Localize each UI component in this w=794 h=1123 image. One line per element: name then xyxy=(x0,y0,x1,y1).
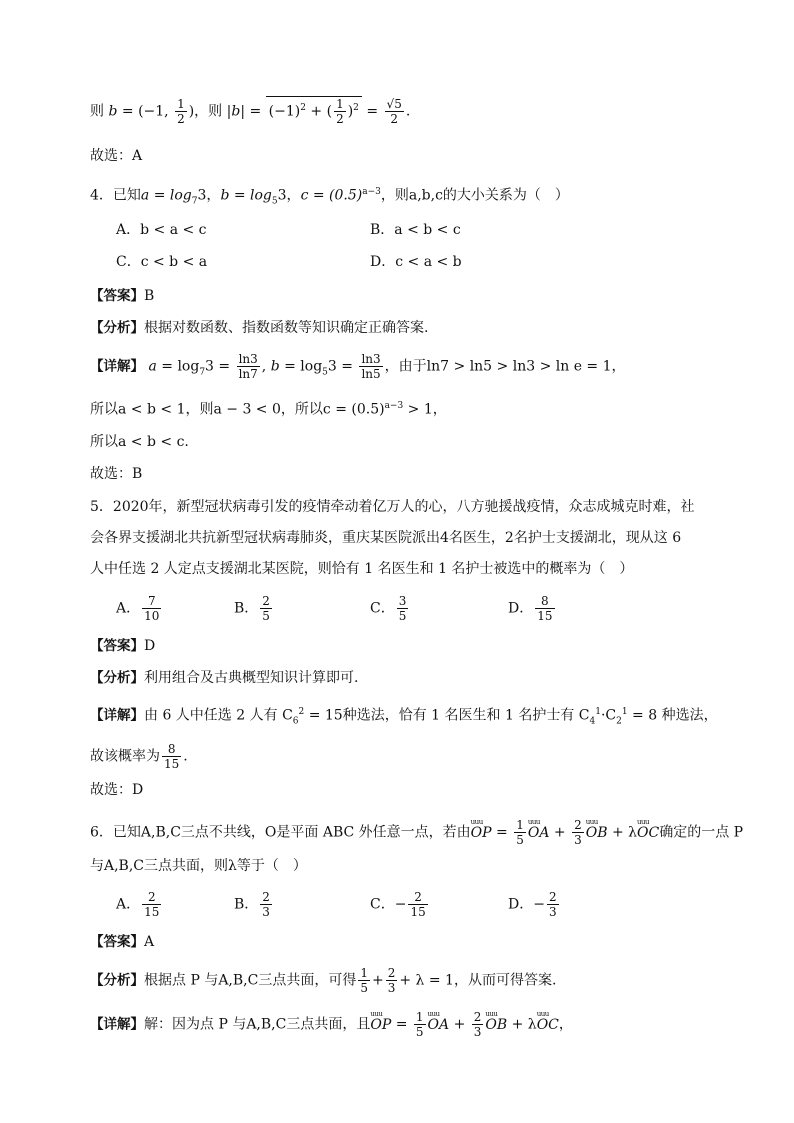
prev-answer-line: 故选：A xyxy=(90,148,143,164)
q6-option-d: D．− $\frac{2}{3}$ xyxy=(508,890,557,919)
sqrt-expression: $(-1)^2$ + ( $\frac{1}{2}$ )$^2$ xyxy=(266,96,362,126)
q6-line-2: 与A,B,C三点共面，则λ等于（ ） xyxy=(90,858,307,874)
q5-line-1: 5．2020年，新型冠状病毒引发的疫情牵动着亿万人的心，八方驰援战疫情，众志成城克时难，社 xyxy=(90,499,695,515)
q4-detail-1: 【详解】 $a = \log_73$ = $\frac{\ln 3}{\ln 7}$ , $b = \log_53$ = $\frac{\ln 3}{\ln 5}$ ，由于ln7 > ln5 > ln3 > ln e = 1， xyxy=(90,352,626,381)
q4-analysis: 【分析】根据对数函数、指数函数等知识确定正确答案. xyxy=(90,320,429,336)
q5-option-b: B． $\frac{2}{5}$ xyxy=(234,594,270,623)
q6-line-1: 6．已知A,B,C三点不共线，O是平面 ABC 外任意一点，若由uuu OP = $\frac{1}{5}$ uuu OA + $\frac{2}{3}$ uuu OB + λuuu OC确定的一点 P xyxy=(90,818,743,847)
q6-answer: 【答案】A xyxy=(90,934,155,950)
q5-probability: 故该概率为 $\frac{8}{15}$ . xyxy=(90,742,188,771)
q6-analysis: 【分析】根据点 P 与A,B,C三点共面，可得 $\frac{1}{5}$ + $\frac{2}{3}$ + λ = 1，从而可得答案. xyxy=(90,966,557,995)
q4-option-a: A．b < a < c xyxy=(116,222,207,238)
q5-choose: 故选：D xyxy=(90,782,144,798)
q5-detail: 【详解】由 6 人中任选 2 人有 $C_6^2 = 15$种选法，恰有 1 名医生和 1 名护士有 $C_4^1\cdot C_2^1 = 8$ 种选法， xyxy=(90,707,718,727)
vector-b-value: (−1, xyxy=(138,103,174,120)
q6-detail: 【详解】解：因为点 P 与A,B,C三点共面，且uuu OP = $\frac{1}{5}$ uuu OA + $\frac{2}{3}$ uuu OB + λuuu OC， xyxy=(90,1010,573,1039)
q4-detail-3: 所以a < b < c. xyxy=(90,434,189,450)
prev-text-then2: ，则 xyxy=(194,103,223,120)
q5-analysis: 【分析】利用组合及古典概型知识计算即可. xyxy=(90,670,359,686)
fraction-half: $\frac{1}{2}$ xyxy=(177,97,185,126)
q4-detail-2: 所以a < b < 1，则a − 3 < 0，所以$c = (0.5)^{a-3} > 1$， xyxy=(90,401,447,418)
q6-option-a: A． $\frac{2}{15}$ xyxy=(116,890,160,919)
q5-answer: 【答案】D xyxy=(90,638,156,654)
q4-option-b: B．a < b < c xyxy=(370,222,461,238)
q4-answer: 【答案】B xyxy=(90,288,155,304)
q4-option-d: D．c < a < b xyxy=(370,254,462,270)
q4-title: 4．已知$a = \log_73$，$b = \log_53$，$c = (0.5)^{a-3}$，则a,b,c的大小关系为（ ） xyxy=(90,187,569,207)
q5-line-3: 人中任选 2 人定点支援湖北某医院，则恰有 1 名医生和 1 名护士被选中的概率为（ ） xyxy=(90,561,634,577)
vector-b: b xyxy=(108,103,118,120)
q5-option-d: D． $\frac{8}{15}$ xyxy=(508,594,553,623)
q4-choose: 故选：B xyxy=(90,466,143,482)
q6-option-c: C．− $\frac{2}{15}$ xyxy=(370,890,426,919)
q4-option-c: C．c < b < a xyxy=(116,254,208,270)
fraction-sqrt5-over-2: $\frac{√5}{2}$ xyxy=(386,97,402,126)
q5-option-c: C． $\frac{3}{5}$ xyxy=(370,594,407,623)
prev-text-then: 则 xyxy=(90,103,104,120)
q6-option-b: B． $\frac{2}{3}$ xyxy=(234,890,270,919)
q5-line-2: 会各界支援湖北共抗新型冠状病毒肺炎，重庆某医院派出4名医生，2名护士支援湖北，现从这 6 xyxy=(90,530,682,546)
q5-option-a: A． $\frac{7}{10}$ xyxy=(116,594,160,623)
prev-vector-line: 则 b = (−1, $\frac{1}{2}$ )，则 $|b| = (-1)^2$ + ( $\frac{1}{2}$ )$^2$ = $\frac{√5}{2}$ . xyxy=(90,97,411,126)
